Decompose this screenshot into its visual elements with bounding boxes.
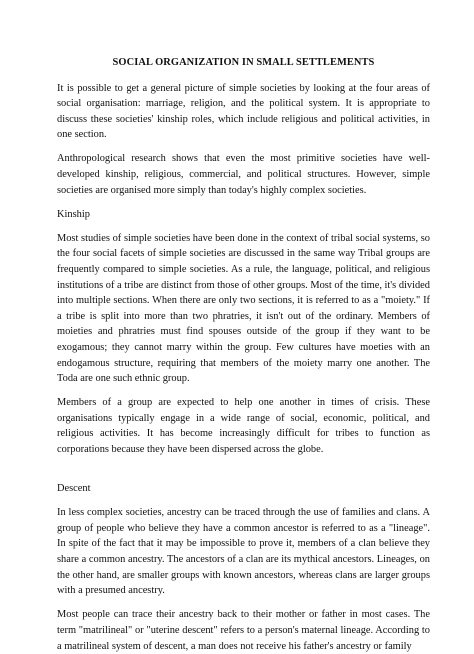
document-title: SOCIAL ORGANIZATION IN SMALL SETTLEMENTS	[112, 57, 375, 68]
section-heading-kinship: Kinship	[57, 208, 90, 220]
descent-paragraph-2: Most people can trace their ancestry back to their mother or father in most cases. The term "matrilineal" or "uterine descent" refers to a person's maternal lineage. According to a matrilineal system of descent, a man does not receive his father's ancestry or family	[57, 609, 430, 652]
kinship-paragraph-2: Members of a group are expected to help one another in times of crisis. These organisations typically engage in a wide range of social, economic, political, and religious activities. It has become increasingly difficult for tribes to function as corporations because they have been dispersed across the globe.	[57, 397, 430, 456]
descent-paragraph-1: In less complex societies, ancestry can be traced through the use of families and clans. A group of people who believe they have a common ancestor is referred to as a "lineage". In spite of the fact that it may be impossible to prove it, members of a clan believe they share a common ancestry. The ancestors of a clan are its mythical ancestors. Lineages, on the other hand, are smaller groups with known ancestors, whereas clans are larger groups with a presumed ancestry.	[57, 507, 430, 597]
section-heading-descent: Descent	[57, 483, 91, 495]
kinship-paragraph-1: Most studies of simple societies have been done in the context of tribal social systems, so the four social facets of simple societies are discussed in the same way Tribal groups are frequently compared to simple societies. As a rule, the language, political, and religious institutions of a tribe are distinct from those of other groups. Most of the time, it's divided into multiple sections. When there are only two sections, it is referred to as a "moiety." If a tribe is split into more than two phratries, it isn't out of the ordinary. Members of moieties and phratries must find spouses outside of the group if they want to be exogamous; they cannot marry within the group. Few cultures have moeties with an endogamous structure, requiring that members of the moiety marry one another. The Toda are one such ethnic group.	[57, 232, 430, 385]
section-spacer	[57, 466, 430, 481]
intro-paragraph-2: Anthropological research shows that even the most primitive societies have well-developed kinship, religious, commercial, and political structures. However, simple societies are organised more simply than today's highly complex societies.	[57, 153, 430, 196]
intro-paragraph-1: It is possible to get a general picture of simple societies by looking at the four areas of social organisation: marriage, religion, and the political system. It is appropriate to discuss these societies' kinship roles, which include religious and political activities, in one section.	[57, 82, 430, 141]
